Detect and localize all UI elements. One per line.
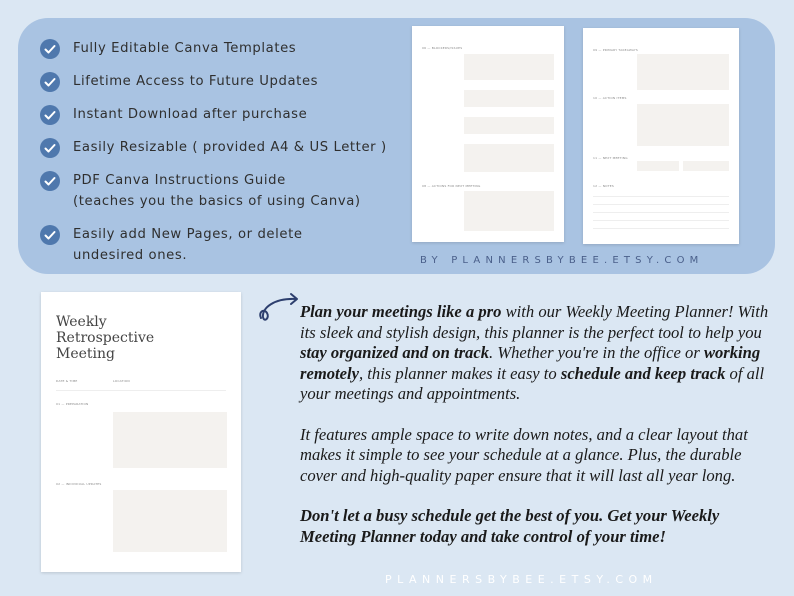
description-paragraph-2: It features ample space to write down notes, and a clear layout that makes it simple to see your schedule at a glance. Plus, the durable cover and high-quality paper ensure that it will last all year long. <box>300 424 748 485</box>
highlight: stay organized and on track <box>300 343 490 362</box>
by-line: BY PLANNERSBYBEE.ETSY.COM <box>420 255 704 266</box>
highlight: Plan your meetings like a pro <box>300 302 502 321</box>
note-line <box>593 204 729 205</box>
note-line <box>593 212 729 213</box>
notes-box <box>683 161 729 171</box>
section-label: 12 — NOTES <box>593 184 614 188</box>
text: with our Weekly Meeting Planner! With its sleek and stylish design, this planner is the perfect tool to help you <box>300 302 769 342</box>
highlight: working remotely <box>300 343 761 383</box>
feature-text: Instant Download after purchase <box>73 107 308 122</box>
notes-box <box>637 104 729 146</box>
feature-list <box>40 38 400 278</box>
highlight: Don't let a busy schedule get the best of you. Get your Weekly Meeting Planner today and take control of your time! <box>300 506 720 546</box>
note-line <box>593 220 729 221</box>
text: of all your meetings and appointments. <box>300 363 765 403</box>
notes-box <box>113 490 227 552</box>
footer-url: PLANNERSBYBEE.ETSY.COM <box>385 573 658 586</box>
location-label: LOCATION <box>113 379 130 383</box>
check-circle-icon <box>40 171 60 191</box>
check-circle-icon <box>40 225 60 245</box>
check-circle-icon <box>40 39 60 59</box>
notes-box <box>464 144 554 172</box>
section-label: 09 — PRIMARY TAKEAWAYS <box>593 48 638 52</box>
feature-item <box>40 137 400 158</box>
date-label: DATE & TIME <box>56 379 78 383</box>
section-label: 02 — INDIVIDUAL UPDATES <box>56 482 102 486</box>
check-circle-icon <box>40 105 60 125</box>
feature-item <box>40 224 400 266</box>
highlight: schedule and keep track <box>560 363 726 383</box>
notes-box <box>464 90 554 107</box>
feature-text: Easily add New Pages, or delete undesired ones. <box>73 227 303 263</box>
note-line <box>593 228 729 229</box>
check-circle-icon <box>40 138 60 158</box>
feature-text: Lifetime Access to Future Updates <box>73 74 319 89</box>
feature-item <box>40 104 400 125</box>
preview-page-2 <box>583 28 739 244</box>
notes-box <box>113 412 227 468</box>
feature-text: Easily Resizable ( provided A4 & US Letter ) <box>73 140 387 155</box>
section-label: 10 — ACTION ITEMS <box>593 96 627 100</box>
notes-box <box>637 54 729 90</box>
text: . Whether you're in the office or <box>489 343 704 362</box>
check-circle-icon <box>40 72 60 92</box>
description-paragraph-3 <box>300 506 778 547</box>
note-line <box>593 196 729 197</box>
section-label: 06 — BLOCKERS/ISSUES <box>422 46 463 50</box>
text: , this planner makes it easy to <box>358 363 561 383</box>
feature-item <box>40 71 400 92</box>
retro-title: Weekly Retrospective Meeting <box>56 314 155 362</box>
notes-box <box>464 191 554 231</box>
feature-item <box>40 170 400 212</box>
section-label: 01 — PREPARATION <box>56 402 89 406</box>
section-label: 11 — NEXT MEETING <box>593 156 628 160</box>
description-paragraph-1 <box>300 302 778 405</box>
preview-page-1 <box>412 26 564 242</box>
divider <box>56 390 226 391</box>
section-label: 08 — ACTIONS FOR NEXT MEETING <box>422 184 481 188</box>
notes-box <box>464 54 554 80</box>
notes-box <box>464 117 554 134</box>
feature-text: Fully Editable Canva Templates <box>73 41 297 56</box>
feature-text: PDF Canva Instructions Guide (teaches you the basics of using Canva) <box>73 173 361 209</box>
swirl-arrow-icon <box>258 290 300 326</box>
retro-page <box>41 292 241 572</box>
feature-item <box>40 38 400 59</box>
notes-box <box>637 161 679 171</box>
description <box>300 302 778 567</box>
